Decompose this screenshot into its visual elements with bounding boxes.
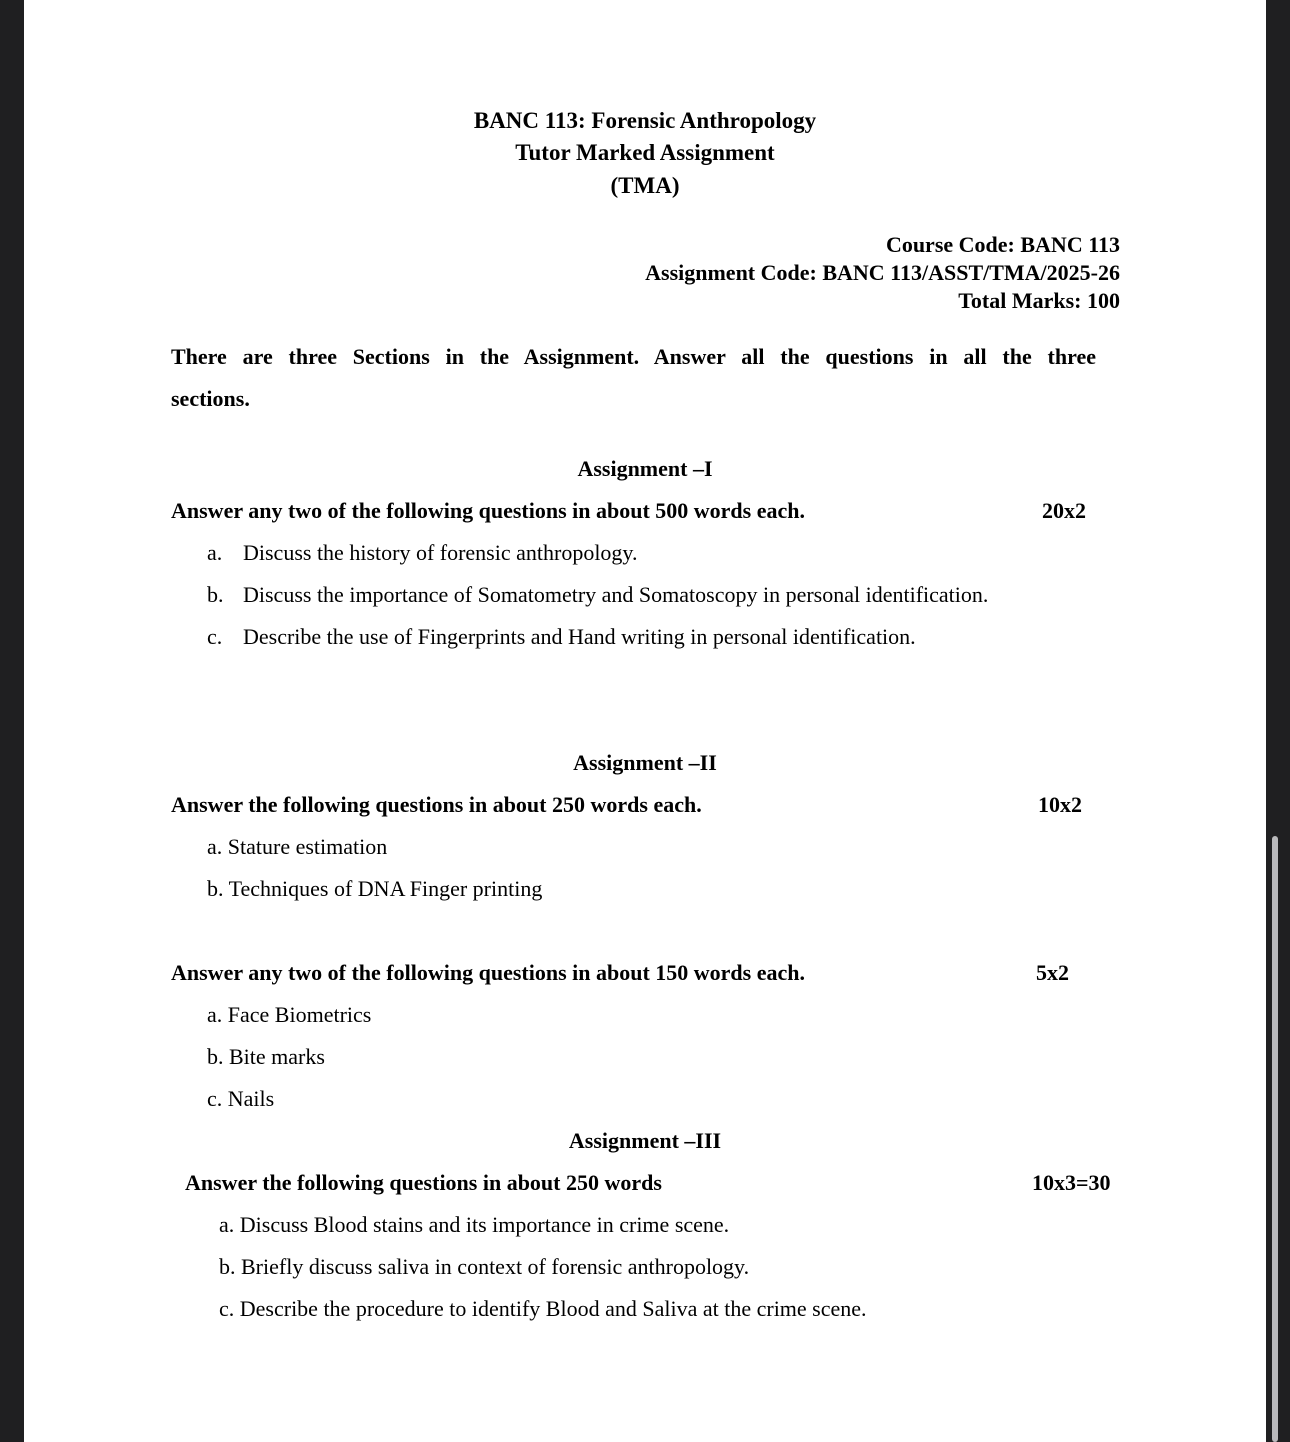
document-subtitle: Tutor Marked Assignment bbox=[515, 140, 775, 165]
list-item-label: b. bbox=[207, 582, 224, 607]
vertical-scrollbar[interactable] bbox=[1272, 836, 1278, 1442]
group-instruction: Answer the following questions in about 250 words bbox=[185, 1170, 662, 1195]
list-item: c. Describe the procedure to identify Blood and Saliva at the crime scene. bbox=[219, 1296, 867, 1321]
list-item: Describe the use of Fingerprints and Hand writing in personal identification. bbox=[243, 624, 916, 649]
assignment-code: Assignment Code: BANC 113/ASST/TMA/2025-26 bbox=[645, 260, 1120, 285]
section-heading-assignment-1: Assignment –I bbox=[577, 456, 713, 481]
list-item: a. Discuss Blood stains and its importance in crime scene. bbox=[219, 1212, 730, 1237]
list-item: b. Techniques of DNA Finger printing bbox=[207, 876, 543, 901]
list-item: a. Face Biometrics bbox=[207, 1002, 372, 1027]
marks-label: 10x3=30 bbox=[1032, 1170, 1111, 1195]
list-item: c. Nails bbox=[207, 1086, 275, 1111]
list-item: a. Stature estimation bbox=[207, 834, 388, 859]
group-instruction: Answer any two of the following questions in about 500 words each. bbox=[171, 498, 805, 523]
total-marks: Total Marks: 100 bbox=[958, 288, 1120, 313]
document-abbreviation: (TMA) bbox=[610, 173, 680, 198]
section-heading-assignment-2: Assignment –II bbox=[573, 750, 717, 775]
instructions-line-2: sections. bbox=[171, 386, 250, 411]
list-item: Discuss the history of forensic anthropology. bbox=[243, 540, 638, 565]
group-instruction: Answer the following questions in about 250 words each. bbox=[171, 792, 702, 817]
list-item: b. Bite marks bbox=[207, 1044, 325, 1069]
marks-label: 10x2 bbox=[1038, 792, 1082, 817]
document-title: BANC 113: Forensic Anthropology bbox=[473, 108, 817, 133]
marks-label: 5x2 bbox=[1036, 960, 1069, 985]
list-item: Discuss the importance of Somatometry and Somatoscopy in personal identification. bbox=[243, 582, 989, 607]
document-page bbox=[24, 0, 1266, 1442]
group-instruction: Answer any two of the following questions in about 150 words each. bbox=[171, 960, 805, 985]
instructions-line-1: There are three Sections in the Assignment. Answer all the questions in all the three bbox=[171, 344, 1096, 369]
list-item: b. Briefly discuss saliva in context of forensic anthropology. bbox=[219, 1254, 750, 1279]
section-heading-assignment-3: Assignment –III bbox=[568, 1128, 722, 1153]
course-code: Course Code: BANC 113 bbox=[885, 232, 1120, 257]
marks-label: 20x2 bbox=[1042, 498, 1086, 523]
list-item-label: c. bbox=[207, 624, 223, 649]
list-item-label: a. bbox=[207, 540, 223, 565]
